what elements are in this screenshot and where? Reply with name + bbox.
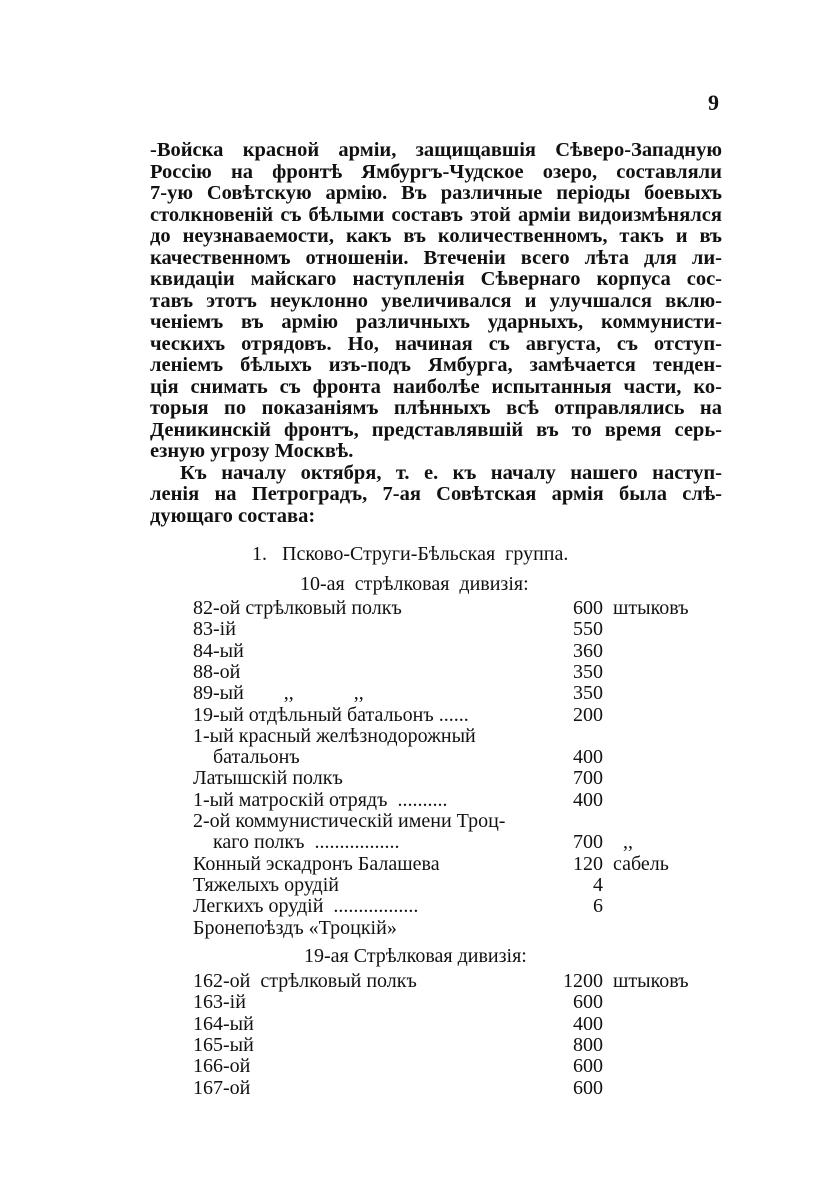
unit-name: Тяжелыхъ орудій — [193, 873, 339, 896]
table-row — [0, 1055, 840, 1077]
unit-strength: 700 — [573, 831, 603, 854]
division-title: 19-ая Стрѣлковая дивизія: — [304, 945, 527, 967]
unit-name: 89-ый ,, ,, — [193, 682, 364, 705]
paragraph-2 — [150, 463, 722, 528]
table-row — [0, 1034, 840, 1056]
text-line: столкновеній съ бѣлыми составъ этой арміи видоизмѣнялся — [150, 203, 722, 226]
table-row — [0, 767, 840, 789]
text-line: ческихъ отрядовъ. Но, начиная съ августа, съ отступ- — [150, 332, 722, 355]
unit-name: 19-ый отдѣльный батальонъ ...... — [193, 703, 469, 726]
text-line: торыя по показаніямъ плѣнныхъ всѣ отправлялись на — [150, 397, 722, 419]
text-line: дующаго состава: — [150, 504, 316, 527]
unit-name: 88-ой — [193, 660, 241, 683]
unit-strength: 800 — [573, 1033, 603, 1056]
table-row — [0, 618, 840, 640]
text-line: Къ началу октября, т. е. къ началу нашего наступ- — [180, 461, 722, 484]
unit-strength: 400 — [573, 788, 603, 811]
unit-name: батальонъ — [213, 746, 300, 769]
table-row — [0, 1077, 840, 1099]
text-line: ленія на Петроградъ, 7-ая Совѣтская армія была слѣ- — [150, 483, 722, 505]
unit-name: 82-ой стрѣлковый полкъ — [193, 597, 402, 619]
paragraph-1 — [150, 140, 722, 463]
table-row — [0, 725, 840, 747]
unit-strength: 6 — [593, 895, 603, 918]
unit-strength: 600 — [573, 597, 603, 619]
text-line: ція снимать съ фронта наиболѣе испытанныя части, ко- — [150, 375, 722, 398]
unit-measure: штыковъ — [613, 970, 689, 992]
group-title: 1. Псково-Струги-Бѣльская группа. — [252, 543, 569, 565]
unit-strength: 350 — [573, 682, 603, 705]
table-row — [0, 810, 840, 832]
table-row — [0, 970, 840, 992]
table-row — [0, 853, 840, 875]
unit-strength: 350 — [573, 660, 603, 683]
unit-strength: 700 — [573, 767, 603, 790]
table-row — [0, 991, 840, 1013]
unit-strength: 4 — [593, 873, 603, 896]
table-row — [0, 661, 840, 683]
table-row — [0, 704, 840, 726]
division-title: 10-ая стрѣлковая дивизія: — [300, 573, 529, 595]
unit-name: 165-ый — [193, 1033, 254, 1056]
unit-strength: 360 — [573, 639, 603, 662]
table-row — [0, 874, 840, 896]
unit-strength: 400 — [573, 746, 603, 769]
text-line: Деникинскій фронтъ, представлявшій въ то время серь- — [150, 418, 722, 441]
unit-name: 1-ый красный желѣзнодорожный — [193, 724, 476, 747]
unit-name: Конный эскадронъ Балашева — [193, 852, 440, 875]
table-row — [0, 831, 840, 853]
unit-strength: 400 — [573, 1012, 603, 1035]
text-line: до неузнаваемости, какъ въ количественномъ, такъ и въ — [150, 225, 722, 247]
table-row — [0, 917, 840, 939]
table-row — [0, 597, 840, 619]
unit-name: 164-ый — [193, 1012, 254, 1035]
unit-name: 163-ій — [193, 991, 246, 1014]
unit-name: 83-ій — [193, 618, 236, 641]
body-text — [150, 140, 722, 527]
unit-measure: ,, — [613, 831, 633, 854]
table-row — [0, 789, 840, 811]
unit-name: 166-ой — [193, 1055, 251, 1078]
text-line: качественномъ отношеніи. Втеченіи всего лѣта для ли- — [150, 246, 722, 269]
table-row — [0, 682, 840, 704]
unit-name: Легкихъ орудій ................. — [193, 895, 419, 918]
text-line: -Войска красной арміи, защищавшія Сѣверо-Западную — [150, 139, 722, 161]
unit-name: 167-ой — [193, 1076, 251, 1099]
text-line: 7-ую Совѣтскую армію. Въ различные періоды боевыхъ — [150, 182, 722, 204]
table-row — [0, 746, 840, 768]
text-line: квидаціи майскаго наступленія Сѣвернаго корпуса сос- — [150, 268, 722, 290]
unit-name: Бронепоѣздъ «Троцкій» — [193, 916, 397, 939]
text-line: езную угрозу Москвѣ. — [150, 440, 354, 462]
unit-strength: 120 — [573, 852, 603, 875]
unit-strength: 200 — [573, 703, 603, 726]
unit-name: 84-ый — [193, 639, 244, 662]
unit-name: 162-ой стрѣлковый полкъ — [193, 970, 417, 992]
unit-name: 2-ой коммунистическій имени Троц- — [193, 810, 506, 832]
text-line: тавъ этотъ неуклонно увеличивался и улучшался вклю- — [150, 289, 722, 312]
unit-measure: сабель — [613, 852, 669, 875]
unit-strength: 600 — [573, 1076, 603, 1099]
text-line: Россію на фронтѣ Ямбургъ-Чудское озеро, составляли — [150, 160, 722, 183]
unit-strength: 600 — [573, 991, 603, 1014]
unit-strength: 1200 — [563, 970, 603, 992]
page-number: 9 — [708, 90, 719, 115]
unit-strength: 550 — [573, 618, 603, 641]
unit-measure: штыковъ — [613, 597, 689, 619]
unit-name: 1-ый матроскій отрядъ .......... — [193, 788, 448, 811]
unit-name: каго полкъ ................. — [213, 831, 400, 854]
table-row — [0, 640, 840, 662]
unit-strength: 600 — [573, 1055, 603, 1078]
table-row — [0, 1013, 840, 1035]
table-row — [0, 895, 840, 917]
text-line: ченіемъ въ армію различныхъ ударныхъ, коммунисти- — [150, 311, 722, 333]
unit-name: Латышскій полкъ — [193, 767, 343, 790]
text-line: леніемъ бѣлыхъ изъ-подъ Ямбурга, замѣчается тенден- — [150, 354, 722, 376]
